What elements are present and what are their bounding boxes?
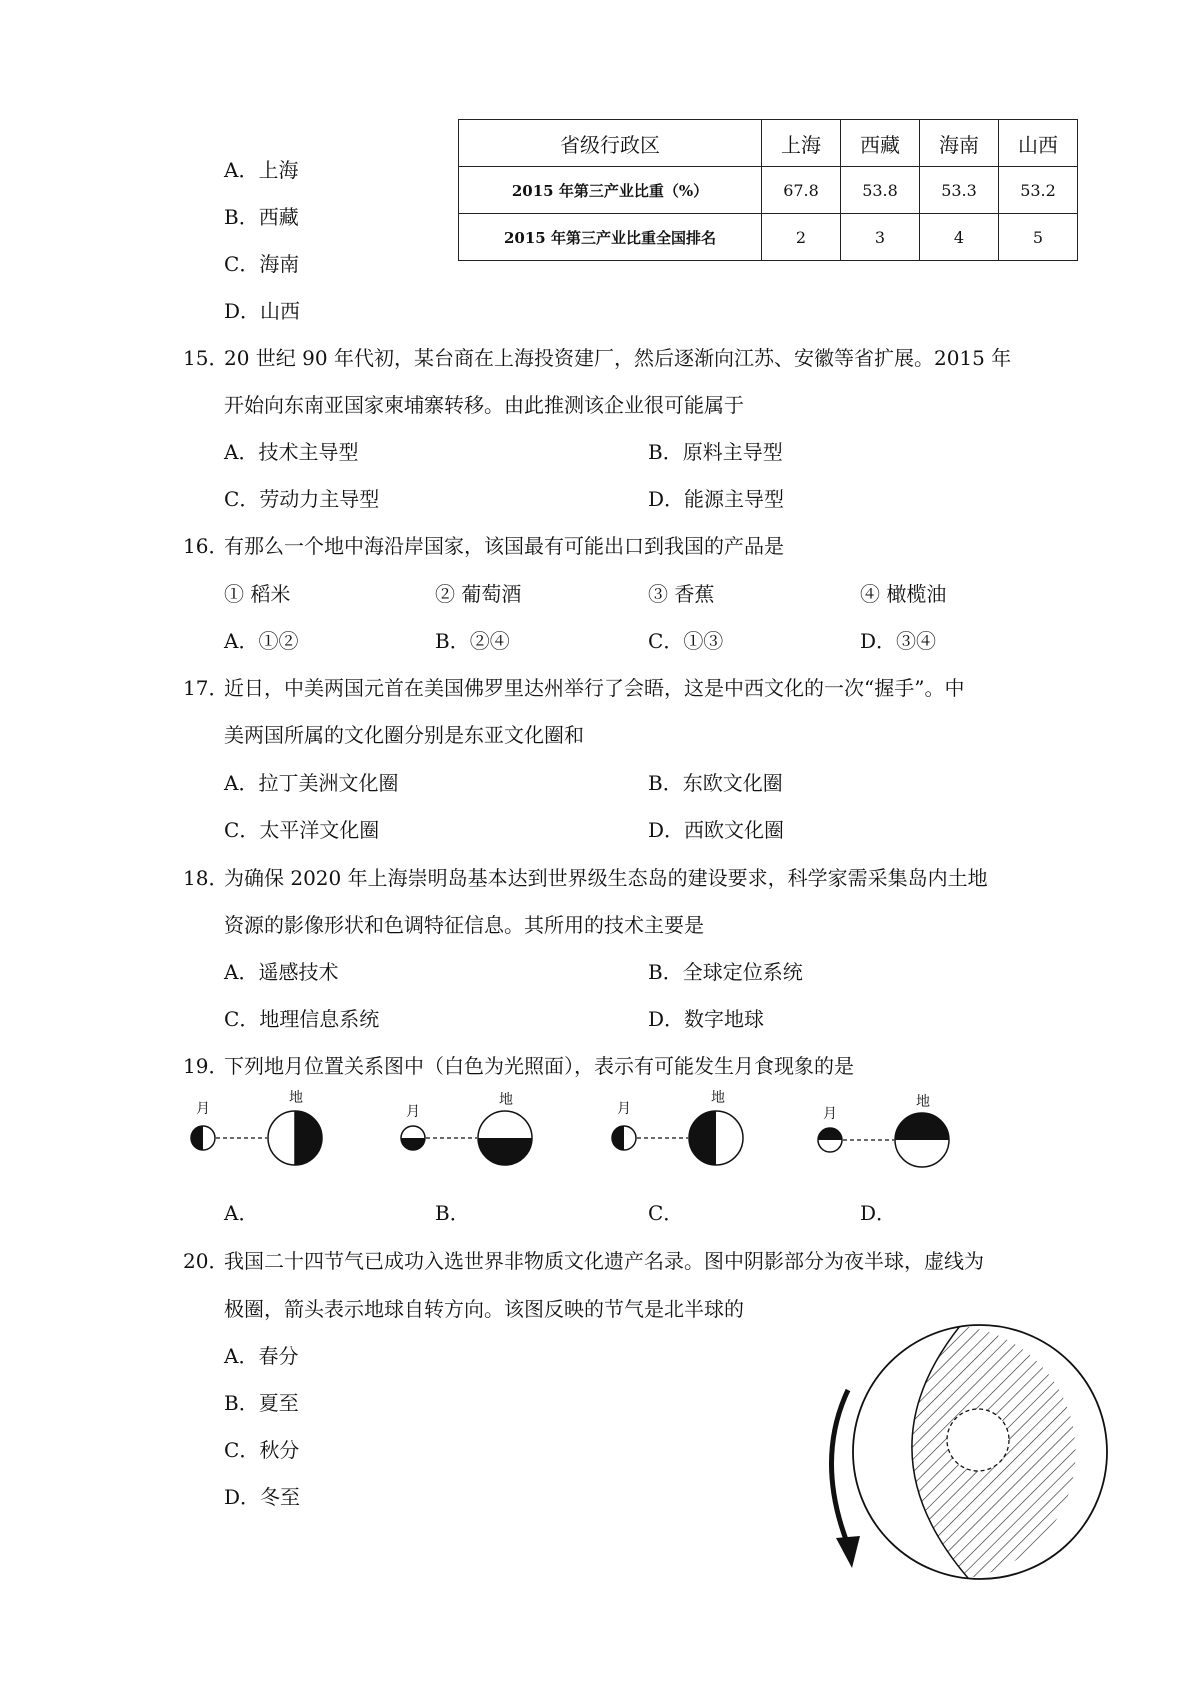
q18-option-d: D．数字地球 [648,1007,765,1031]
q15-stem-line-2: 开始向东南亚国家柬埔寨转移。由此推测该企业很可能属于 [224,393,744,417]
q15-option-b: B．原料主导型 [648,440,783,464]
q18-stem-line-2: 资源的影像形状和色调特征信息。其所用的技术主要是 [224,913,704,937]
q15-option-c: C．劳动力主导型 [224,487,380,511]
table-cell: 4 [920,214,999,261]
table-header-cell: 省级行政区 [459,120,762,167]
table-cell: 53.3 [920,167,999,214]
q16-item-2: ② 葡萄酒 [435,582,522,606]
q17-stem-line-1: 近日，中美两国元首在美国佛罗里达州举行了会晤，这是中西文化的一次“握手”。中 [224,676,965,700]
earth-label: 地 [289,1090,303,1106]
earth-moon-diagram-b [395,1110,535,1178]
earth-moon-diagram-d [812,1112,952,1180]
q15-option-d: D．能源主导型 [648,487,785,511]
q14-data-table [458,119,1078,261]
q18-option-c: C．地理信息系统 [224,1007,380,1031]
earth-day-night-diagram [820,1310,1120,1600]
q14-option-a: A．上海 [224,158,299,182]
table-row-label: 2015 年第三产业比重全国排名 [459,214,762,261]
q17-number: 17． [183,676,229,700]
q14-option-b: B．西藏 [224,205,299,229]
q18-stem-line-1: 为确保 2020 年上海崇明岛基本达到世界级生态岛的建设要求，科学家需采集岛内土地 [224,866,988,890]
q20-stem-line-1: 我国二十四节气已成功入选世界非物质文化遗产名录。图中阴影部分为夜半球，虚线为 [224,1249,984,1273]
earth-label: 地 [499,1092,513,1108]
earth-label: 地 [916,1094,930,1110]
q15-number: 15． [183,346,229,370]
earth-moon-diagram-c [606,1108,746,1176]
q20-number: 20． [183,1249,229,1273]
q14-option-c: C．海南 [224,252,300,276]
q18-number: 18． [183,866,229,890]
q16-option-c: C．①③ [648,629,724,653]
q17-option-b: B．东欧文化圈 [648,771,783,795]
moon-label: 月 [196,1101,210,1117]
q16-item-3: ③ 香蕉 [648,582,715,606]
q20-option-d: D．冬至 [224,1485,301,1509]
earth-icon [689,1111,743,1165]
moon-icon [612,1126,636,1150]
diagram-key-b: B． [435,1201,470,1225]
q16-stem-line-1: 有那么一个地中海沿岸国家，该国最有可能出口到我国的产品是 [224,534,784,558]
table-row [459,167,1078,214]
earth-icon [895,1113,949,1167]
earth-icon [268,1111,322,1165]
q16-item-4: ④ 橄榄油 [860,582,947,606]
q16-number: 16． [183,534,229,558]
q18-option-a: A．遥感技术 [224,960,339,984]
q14-option-d: D．山西 [224,299,301,323]
diagram-key-c: C． [648,1201,684,1225]
earth-moon-diagram-a [185,1108,325,1176]
moon-label: 月 [823,1106,837,1122]
table-header-cell: 西藏 [841,120,920,167]
table-cell: 53.2 [999,167,1078,214]
table-header-cell: 上海 [762,120,841,167]
q15-stem-line-1: 20 世纪 90 年代初，某台商在上海投资建厂，然后逐渐向江苏、安徽等省扩展。2015 年 [224,346,1012,370]
q17-stem-line-2: 美两国所属的文化圈分别是东亚文化圈和 [224,723,584,747]
moon-icon [191,1126,215,1150]
table-row [459,214,1078,261]
moon-icon [818,1128,842,1152]
table-cell: 2 [762,214,841,261]
q16-item-1: ① 稻米 [224,582,291,606]
diagram-key-a: A． [224,1201,259,1225]
q17-option-c: C．太平洋文化圈 [224,818,380,842]
table-cell: 53.8 [841,167,920,214]
moon-label: 月 [617,1101,631,1117]
q20-stem-line-2: 极圈，箭头表示地球自转方向。该图反映的节气是北半球的 [224,1297,744,1321]
earth-icon [478,1111,532,1165]
q20-option-a: A．春分 [224,1344,299,1368]
q20-option-b: B．夏至 [224,1391,299,1415]
diagram-key-d: D． [860,1201,897,1225]
table-row-label: 2015 年第三产业比重（%） [459,167,762,214]
q16-option-a: A．①② [224,629,299,653]
earth-label: 地 [711,1090,725,1106]
table-cell: 3 [841,214,920,261]
moon-icon [401,1126,425,1150]
table-cell: 67.8 [762,167,841,214]
table-header-cell: 海南 [920,120,999,167]
q19-stem-line-1: 下列地月位置关系图中（白色为光照面），表示有可能发生月食现象的是 [224,1054,854,1078]
table-header-row [459,120,1078,167]
q17-option-a: A．拉丁美洲文化圈 [224,771,399,795]
q16-option-d: D．③④ [860,629,937,653]
q19-number: 19． [183,1054,229,1078]
polar-circle [947,1409,1009,1471]
moon-label: 月 [406,1104,420,1120]
table-cell: 5 [999,214,1078,261]
q17-option-d: D．西欧文化圈 [648,818,785,842]
q15-option-a: A．技术主导型 [224,440,359,464]
table-header-cell: 山西 [999,120,1078,167]
q18-option-b: B．全球定位系统 [648,960,803,984]
q16-option-b: B．②④ [435,629,510,653]
q20-option-c: C．秋分 [224,1438,300,1462]
